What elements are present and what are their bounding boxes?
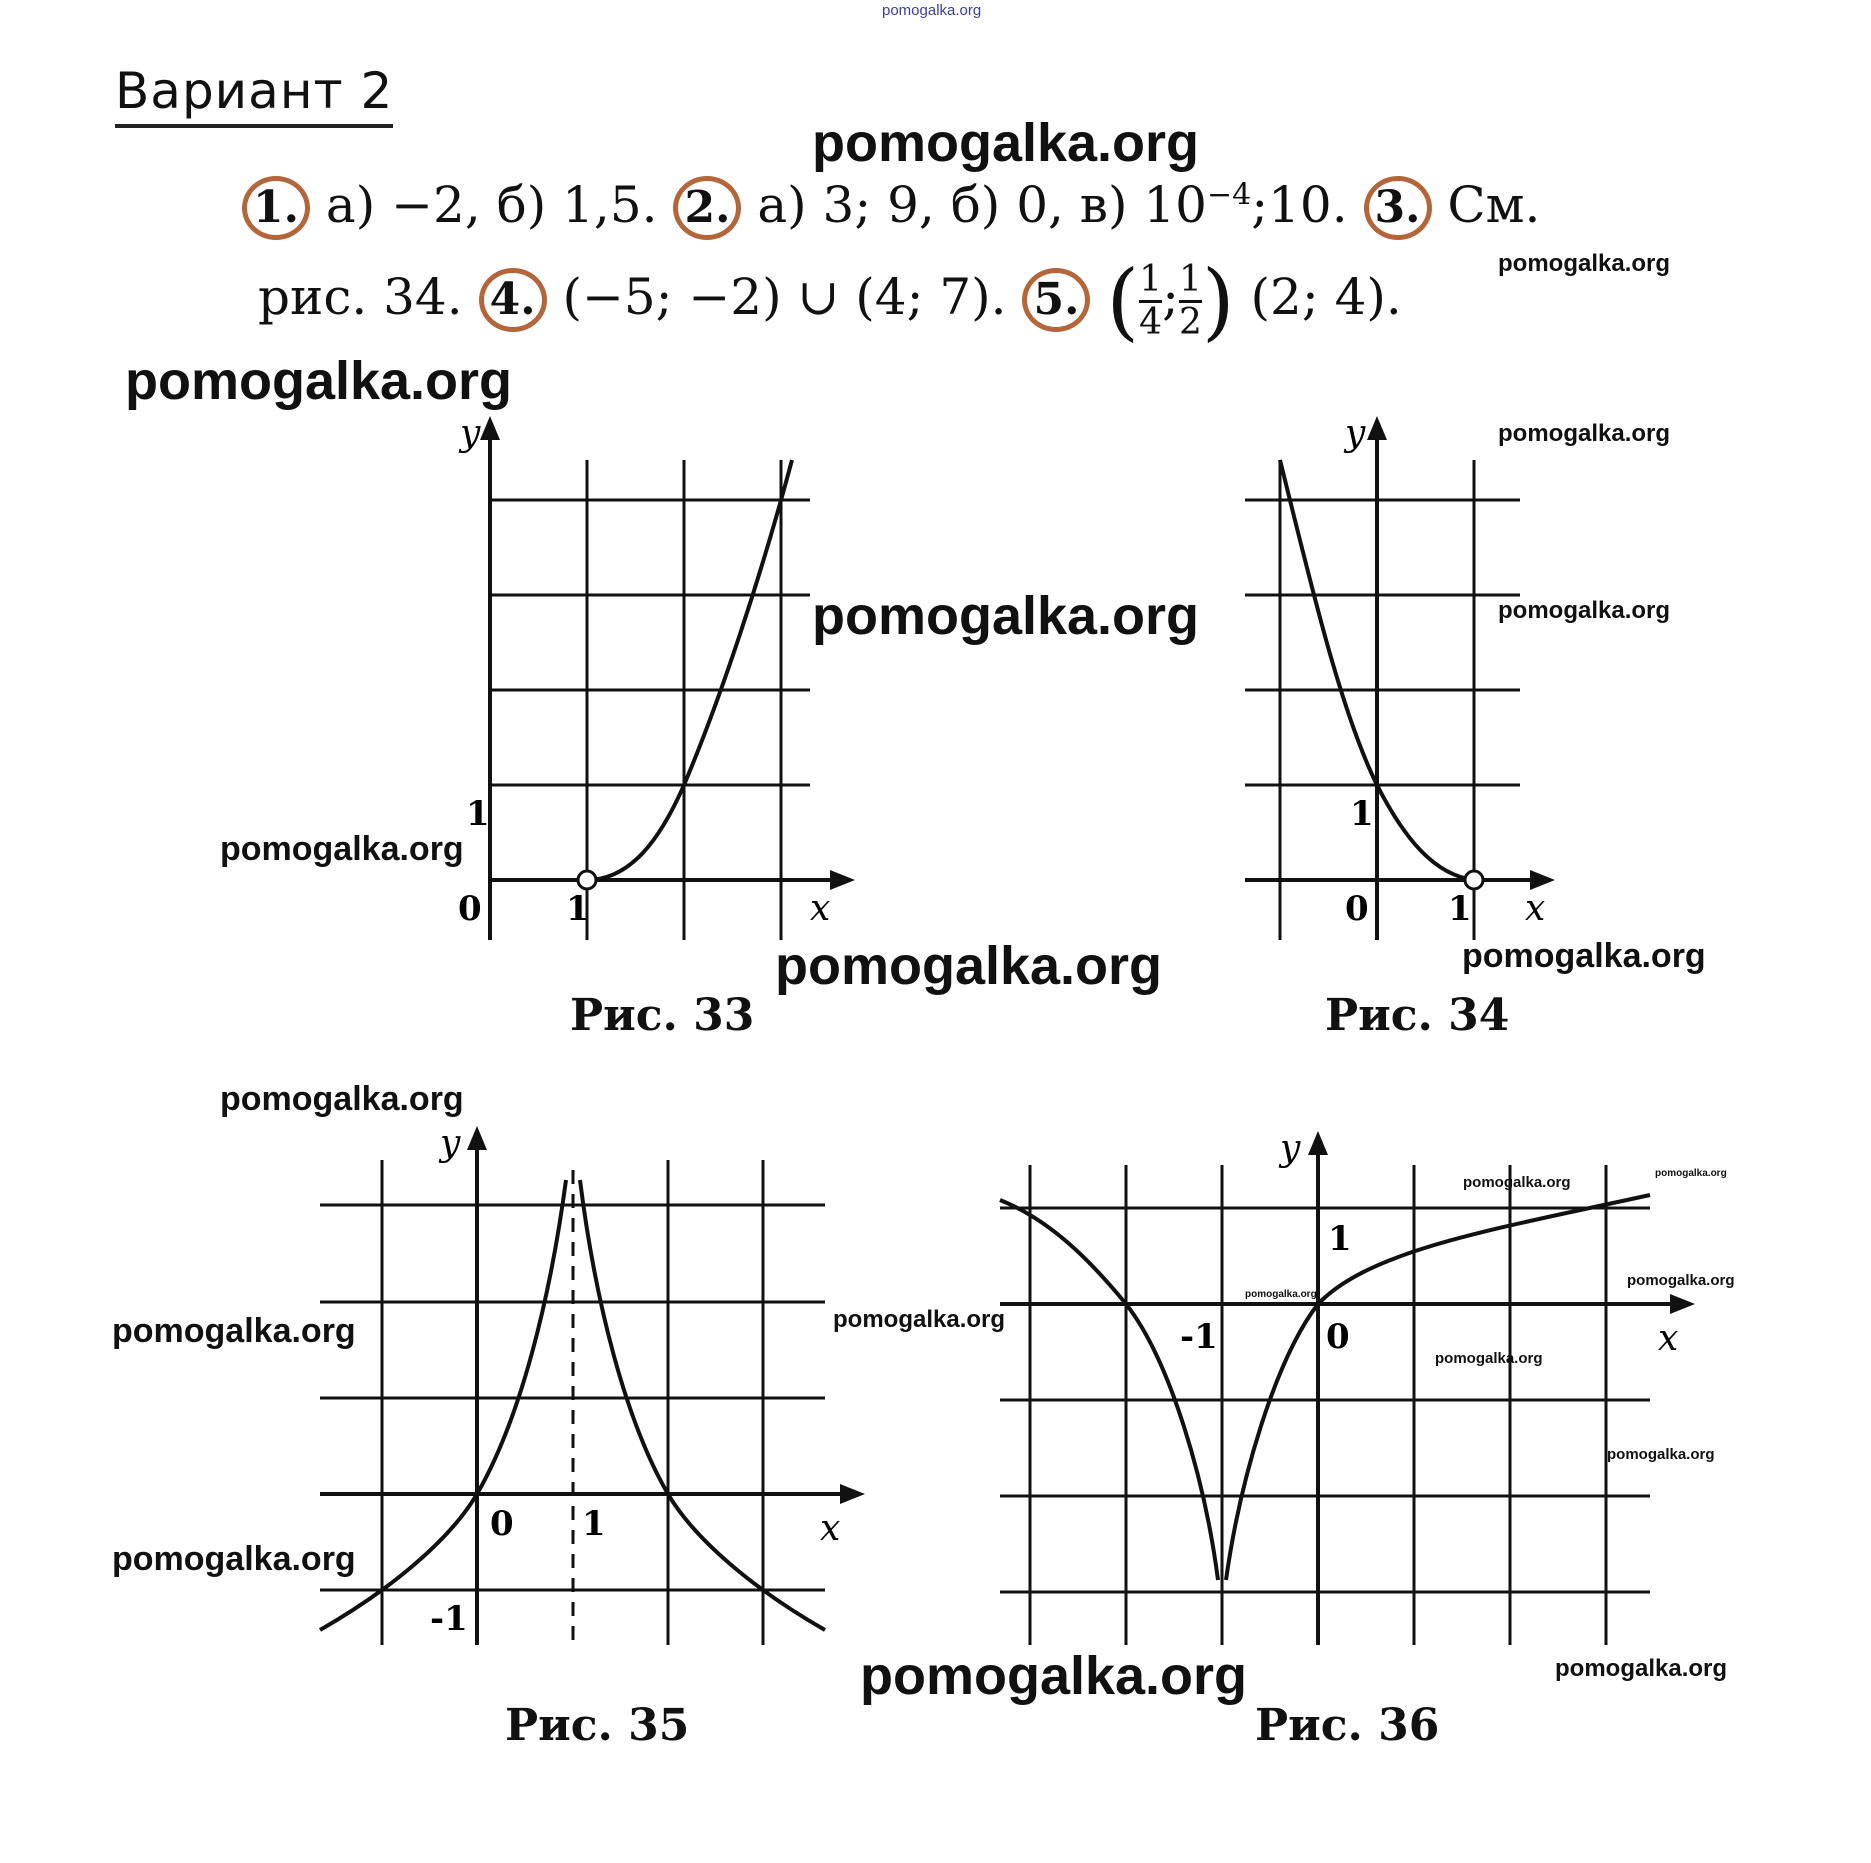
y-label-33: y bbox=[460, 413, 481, 454]
watermark: pomogalka.org bbox=[775, 936, 1163, 996]
x-label-35: x bbox=[820, 1508, 841, 1549]
y-label-34: y bbox=[1345, 413, 1366, 454]
curve-left-36 bbox=[1000, 1200, 1218, 1580]
grid-35 bbox=[320, 1160, 825, 1645]
x-arrow-34 bbox=[1530, 870, 1555, 890]
watermark: pomogalka.org bbox=[125, 351, 513, 411]
task-number-2: 2. bbox=[673, 176, 741, 240]
figure-35 bbox=[310, 1120, 870, 1660]
fraction-1-4: $\frac{1}{4}$ bbox=[1139, 258, 1163, 343]
task-number-1: 1. bbox=[242, 176, 310, 240]
watermark: pomogalka.org bbox=[1498, 597, 1671, 624]
open-point-34 bbox=[1465, 871, 1483, 889]
x-tick-label-36: -1 bbox=[1180, 1317, 1218, 1357]
watermark: pomogalka.org bbox=[1627, 1272, 1735, 1289]
origin-label-33: 0 bbox=[458, 889, 482, 929]
y-tick-label-34: 1 bbox=[1350, 794, 1374, 834]
answer-2: а) 3; 9, б) 0, в) $10^{-4};10$. bbox=[757, 176, 1348, 234]
origin-label-36: 0 bbox=[1326, 1317, 1350, 1357]
x-arrow-36 bbox=[1670, 1294, 1695, 1314]
answer-3: См. bbox=[1447, 176, 1541, 234]
y-tick-label-33: 1 bbox=[466, 794, 490, 834]
y-arrow-33 bbox=[480, 416, 500, 440]
task-number-5: 5. bbox=[1022, 268, 1090, 332]
figure-36 bbox=[990, 1120, 1710, 1660]
watermark: pomogalka.org bbox=[220, 830, 464, 868]
x-arrow-35 bbox=[840, 1484, 865, 1504]
answer-5-tail: (2; 4). bbox=[1250, 268, 1402, 326]
watermark: pomogalka.org bbox=[1245, 1289, 1317, 1300]
left-paren: ( bbox=[1106, 252, 1140, 350]
answer-1: а) −2, б) 1,5. bbox=[325, 176, 658, 234]
task-number-3: 3. bbox=[1364, 176, 1432, 240]
caption-36: Рис. 36 bbox=[1255, 1700, 1440, 1751]
fraction-separator: ; bbox=[1162, 268, 1179, 326]
curve-33 bbox=[587, 460, 792, 880]
caption-34: Рис. 34 bbox=[1325, 990, 1510, 1041]
axes-34 bbox=[1245, 430, 1530, 940]
watermark: pomogalka.org bbox=[833, 1306, 1006, 1333]
y-arrow-35 bbox=[467, 1126, 487, 1150]
watermark-top: pomogalka.org bbox=[882, 2, 982, 19]
watermark: pomogalka.org bbox=[1435, 1350, 1543, 1367]
grid-33 bbox=[490, 460, 810, 940]
watermark: pomogalka.org bbox=[1555, 1655, 1728, 1682]
answer-4: (−5; −2) ∪ (4; 7). bbox=[562, 268, 1007, 326]
curve-right-35 bbox=[580, 1180, 825, 1630]
answer-3-continued: рис. 34. bbox=[258, 268, 463, 326]
open-point-33 bbox=[578, 871, 596, 889]
y-arrow-34 bbox=[1367, 416, 1387, 440]
watermark: pomogalka.org bbox=[1462, 937, 1706, 975]
watermark: pomogalka.org bbox=[1463, 1174, 1571, 1191]
watermark: pomogalka.org bbox=[220, 1080, 464, 1118]
x-label-36: x bbox=[1658, 1318, 1679, 1359]
x-tick-label-35: 1 bbox=[582, 1504, 606, 1544]
answers-line-2 bbox=[258, 252, 1402, 350]
fraction-1-2: $\frac{1}{2}$ bbox=[1178, 258, 1202, 343]
y-label-35: y bbox=[440, 1123, 461, 1164]
x-tick-label-33: 1 bbox=[566, 889, 590, 929]
caption-33: Рис. 33 bbox=[570, 990, 755, 1041]
watermark: pomogalka.org bbox=[1498, 250, 1671, 277]
x-label-33: x bbox=[810, 888, 831, 929]
page-title: Вариант 2 bbox=[115, 62, 393, 128]
answers-line-1 bbox=[242, 176, 1540, 240]
x-tick-label-34: 1 bbox=[1448, 889, 1472, 929]
grid-34 bbox=[1245, 460, 1520, 940]
x-label-34: x bbox=[1525, 888, 1546, 929]
grid-36 bbox=[1000, 1165, 1650, 1645]
watermark: pomogalka.org bbox=[1607, 1446, 1715, 1463]
watermark: pomogalka.org bbox=[1498, 420, 1671, 447]
curve-left-35 bbox=[320, 1180, 566, 1630]
figure-34 bbox=[1220, 410, 1560, 950]
y-tick-label-36: 1 bbox=[1328, 1219, 1352, 1259]
origin-label-34: 0 bbox=[1345, 889, 1369, 929]
task-number-4: 4. bbox=[479, 268, 547, 332]
curve-right-36 bbox=[1226, 1195, 1650, 1580]
watermark: pomogalka.org bbox=[812, 113, 1200, 173]
y-arrow-36 bbox=[1308, 1131, 1328, 1155]
watermark: pomogalka.org bbox=[112, 1540, 356, 1578]
watermark: pomogalka.org bbox=[812, 586, 1200, 646]
watermark: pomogalka.org bbox=[1655, 1168, 1727, 1179]
origin-label-35: 0 bbox=[490, 1504, 514, 1544]
watermark: pomogalka.org bbox=[860, 1646, 1248, 1706]
figure-33 bbox=[430, 410, 860, 950]
right-paren: ) bbox=[1201, 252, 1235, 350]
x-arrow-33 bbox=[830, 870, 855, 890]
y-tick-label-35: -1 bbox=[430, 1599, 468, 1639]
y-label-36: y bbox=[1280, 1128, 1301, 1169]
watermark: pomogalka.org bbox=[112, 1312, 356, 1350]
caption-35: Рис. 35 bbox=[505, 1700, 690, 1751]
